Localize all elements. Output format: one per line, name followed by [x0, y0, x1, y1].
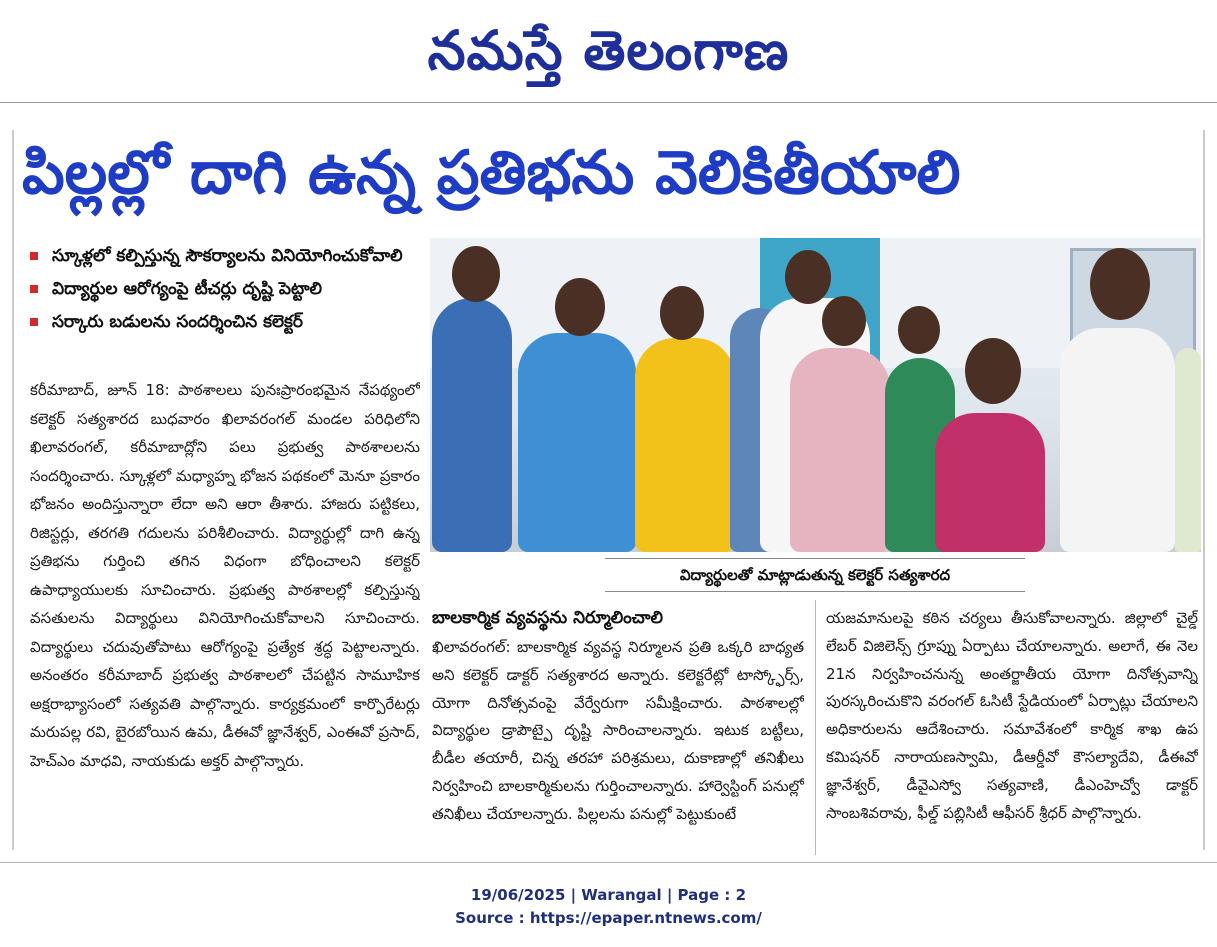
footer-divider	[0, 862, 1217, 863]
photo-head	[822, 296, 866, 346]
photo-person	[635, 338, 735, 552]
photo-head	[898, 306, 940, 354]
photo-head	[660, 286, 704, 340]
caption-top-rule	[605, 558, 1025, 559]
bullet-text: విద్యార్థుల ఆరోగ్యంపై టీచర్లు దృష్టి పెట్టాలి	[52, 279, 323, 299]
masthead	[0, 0, 1217, 102]
bullet-square-icon	[30, 252, 38, 260]
right-border	[1203, 130, 1205, 850]
bullet-square-icon	[30, 318, 38, 326]
article-headline: పిల్లల్లో దాగి ఉన్న ప్రతిభను వెలికితీయాలి	[22, 138, 961, 208]
news-photo	[430, 238, 1201, 552]
article-body: కరీమాబాద్, జూన్ 18: పాఠశాలలు పునఃప్రారంభమైన నేపథ్యంలో కలెక్టర్ సత్యశారద బుధవారం ఖిలావరంగల్ మండల పరిధిలోని ఖిలావరంగల్, కరీమాబాద్లోని పలు ప్రభుత్వ పాఠశాలలను సందర్శించారు. స్కూళ్లలో మధ్యాహ్న భోజన పథకంలో మెనూ ప్రకారం భోజనం అందిస్తున్నారా లేదా అని ఆరా తీశారు. హాజరు పట్టికలు, రిజిస్టర్లు, తరగతి గదులను పరిశీలించారు. విద్యార్థుల్లో దాగి ఉన్న ప్రతిభను గుర్తించి తగిన విధంగా బోధించాలని కలెక్టర్ ఉపాధ్యాయులకు సూచించారు. ప్రభుత్వ పాఠశాలల్లో కల్పిస్తున్న వసతులను విద్యార్థులు వినియోగించుకోవాలని సూచించారు. విద్యార్థులు చదువుతోపాటు ఆరోగ్యంపై ప్రత్యేక శ్రద్ధ పెట్టాలన్నారు. అనంతరం కరీమాబాద్ ప్రభుత్వ పాఠశాలలో చేపట్టిన సామూహిక అక్షరాభ్యాసంలో సత్యవతి పాల్గొన్నారు. కార్యక్రమంలో కార్పొరేటర్లు మరుపల్ల రవి, బైరబోయిన ఉమ, డీఈవో జ్ఞానేశ్వర్, ఎంఈవో ప్రసాద్, హెచ్ఎం మాధవి, నాయకుడు అక్తర్ పాల్గొన్నారు.	[30, 381, 420, 770]
bullet-item	[30, 240, 420, 273]
source-line: Source : https://epaper.ntnews.com/	[455, 909, 762, 927]
column-divider	[815, 600, 816, 855]
photo-head	[965, 338, 1021, 404]
photo-person	[790, 348, 890, 552]
photo-head	[785, 250, 831, 304]
photo-person	[432, 298, 512, 552]
bullet-text: సర్కారు బడులను సందర్శించిన కలెక్టర్	[52, 312, 303, 332]
photo-person	[518, 333, 636, 552]
photo-head	[452, 246, 500, 302]
caption-bottom-rule	[605, 591, 1025, 592]
bullet-text: స్కూళ్లలో కల్పిస్తున్న సౌకర్యాలను వినియోగించుకోవాలి	[52, 246, 403, 266]
sub-article-heading: బాలకార్మిక వ్యవస్థను నిర్మూలించాలి	[432, 608, 663, 628]
bullet-square-icon	[30, 285, 38, 293]
bullet-item	[30, 306, 420, 339]
left-border	[12, 130, 14, 850]
sub-article-column-2: యజమానులపై కఠిన చర్యలు తీసుకోవాలన్నారు. జిల్లాలో చైల్డ్ లేబర్ విజిలెన్స్ గ్రూప్ను ఏర్పాటు చేయాలన్నారు. అలాగే, ఈ నెల 21న నిర్వహించనున్న అంతర్జాతీయ యోగా దినోత్సవాన్ని పురస్కరించుకొని వరంగల్ ఓసిటీ స్టేడియంలో ఏర్పాట్లు చేయాలని అధికారులను ఆదేశించారు. సమావేశంలో కార్మిక శాఖ ఉప కమిషనర్ నారాయణస్వామి, డీఆర్డీవో కౌసల్యాదేవి, డీఈవో జ్ఞానేశ్వర్, డీవైఎస్వో సత్యవాణి, డీఎంహెచ్వో డాక్టర్ సాంబశివరావు, ఫీల్డ్ పబ్లిసిటీ ఆఫీసర్ శ్రీధర్ పాల్గొన్నారు.	[826, 609, 1198, 822]
masthead-divider	[0, 102, 1217, 103]
newspaper-logo: నమస్తే తెలంగాణ	[427, 19, 790, 82]
photo-person	[1060, 328, 1175, 552]
bullet-item	[30, 273, 420, 306]
photo-person	[935, 413, 1045, 552]
edition-info: 19/06/2025 | Warangal | Page : 2	[470, 886, 747, 904]
photo-caption: విద్యార్థులతో మాట్లాడుతున్న కలెక్టర్ సత్యశారద	[679, 566, 951, 584]
photo-head	[555, 278, 605, 336]
highlight-bullets	[30, 240, 420, 339]
sub-article-column-1: ఖిలావరంగల్: బాలకార్మిక వ్యవస్థ నిర్మూలన ప్రతి ఒక్కరి బాధ్యత అని కలెక్టర్ డాక్టర్ సత్యశారద అన్నారు. కలెక్టరేట్లో టాస్క్ఫోర్స్, యోగా దినోత్సవంపై వేర్వేరుగా సమీక్షించారు. పాఠశాలల్లో విద్యార్థుల డ్రాపౌట్పై దృష్టి సారించాలన్నారు. ఇటుక బట్టీలు, బీడీల తయారీ, చిన్న తరహా పరిశ్రమలు, దుకాణాల్లో తనిఖీలు నిర్వహించి బాలకార్మికులను గుర్తించాలన్నారు. హార్వెస్టింగ్ పనుల్లో తనిఖీలు చేయాలన్నారు. పిల్లలను పనుల్లో పెట్టుకుంటే	[432, 638, 804, 823]
photo-person	[1175, 348, 1201, 552]
photo-head	[1090, 248, 1150, 320]
